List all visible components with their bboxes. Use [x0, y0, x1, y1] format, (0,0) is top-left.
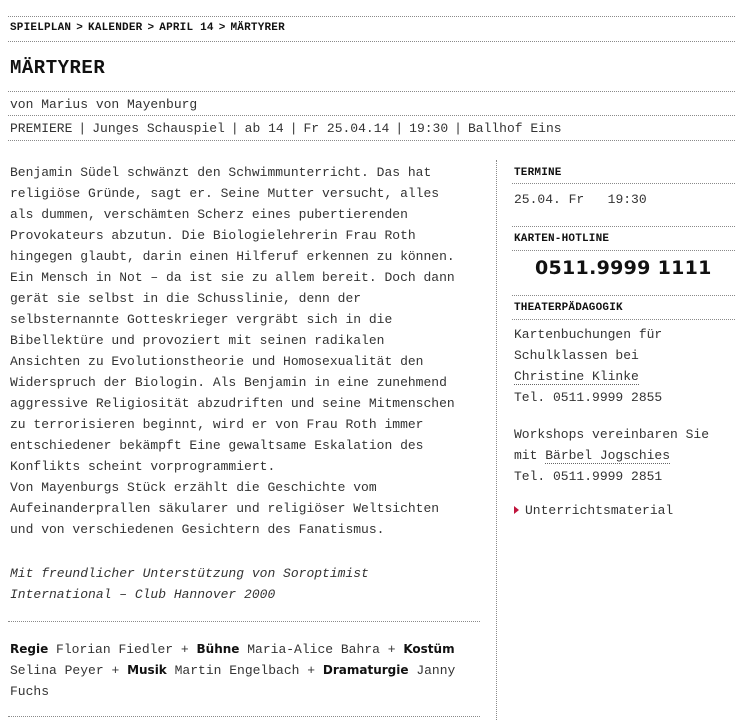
credit-name-buehne: Maria-Alice Bahra — [247, 642, 380, 657]
sponsor-note — [10, 563, 482, 605]
description-line: Widerspruch der Biologin. Als Benjamin in eine zunehmend — [10, 375, 447, 390]
contact-christine-klinke-link[interactable]: Christine Klinke — [514, 369, 639, 384]
meta-section: Junges Schauspiel — [92, 121, 225, 136]
breadcrumb-separator: > — [76, 22, 84, 34]
booking-line: Kartenbuchungen für — [514, 327, 663, 342]
meta-age: ab 14 — [244, 121, 284, 136]
termin-time: 19:30 — [607, 192, 647, 207]
description-line: als dummen, verschämten Scherz eines pubertierenden — [10, 207, 408, 222]
credit-separator: + — [387, 642, 396, 657]
meta-separator: | — [230, 121, 239, 136]
credit-role-buehne: Bühne — [196, 642, 240, 656]
credit-separator: + — [111, 663, 120, 678]
breadcrumb-april[interactable]: APRIL 14 — [159, 22, 214, 34]
credit-name-kostuem: Selina Peyer — [10, 663, 104, 678]
credit-role-kostuem: Kostüm — [403, 642, 455, 656]
credit-separator: + — [307, 663, 316, 678]
rule-under-meta — [8, 140, 735, 141]
workshop-phone: Tel. 0511.9999 2851 — [514, 469, 663, 484]
unterrichtsmaterial-label: Unterrichtsmaterial — [525, 503, 674, 518]
workshop-info — [514, 424, 734, 487]
booking-line: Schulklassen bei — [514, 348, 639, 363]
rule-under-author — [8, 115, 735, 116]
column-divider — [496, 160, 497, 720]
sponsor-line: International – Club Hannover 2000 — [10, 587, 276, 602]
credit-role-regie: Regie — [10, 642, 49, 656]
author-line: von Marius von Mayenburg — [10, 97, 198, 112]
theaterpaedagogik-heading: THEATERPÄDAGOGIK — [514, 302, 623, 314]
booking-phone: Tel. 0511.9999 2855 — [514, 390, 663, 405]
rule-above-credits — [8, 621, 480, 622]
termin-date: 25.04. — [514, 192, 561, 207]
rule-under-breadcrumb — [8, 41, 735, 42]
description-line: Von Mayenburgs Stück erzählt die Geschichte vom — [10, 480, 377, 495]
description-line: Benjamin Südel schwänzt den Schwimmunterricht. Das hat — [10, 165, 432, 180]
meta-separator: | — [454, 121, 462, 136]
breadcrumb-kalender[interactable]: KALENDER — [88, 22, 143, 34]
booking-info — [514, 324, 734, 408]
termin-entry[interactable] — [514, 192, 734, 207]
description-line: Ansichten zu Evolutionstheorie und Homosexualität den — [10, 354, 424, 369]
rule-hotline — [512, 250, 735, 251]
contact-baerbel-jogschies-link[interactable]: Bärbel Jogschies — [545, 448, 671, 463]
description-line: Konflikts scheint vorprogrammiert. — [10, 459, 276, 474]
rule-top — [8, 16, 735, 17]
description-line: Provokateurs abzutun. Die Biologielehrerin Frau Roth — [10, 228, 416, 243]
rule-paed — [512, 319, 735, 320]
workshop-prefix: mit — [514, 448, 538, 463]
meta-separator: | — [395, 121, 404, 136]
description-line: selbsternannte Gotteskrieger vergräbt sich in die — [10, 312, 393, 327]
credit-name-regie: Florian Fiedler — [56, 642, 174, 657]
breadcrumb-separator: > — [147, 22, 155, 34]
meta-time: 19:30 — [409, 121, 449, 136]
page-title: MÄRTYRER — [10, 57, 106, 79]
sponsor-line: Mit freundlicher Unterstützung von Soroptimist — [10, 566, 369, 581]
description-line: gerät sie selbst in die Schusslinie, denn der — [10, 291, 362, 306]
breadcrumb-separator: > — [218, 22, 226, 34]
credit-name-dramaturgie: Janny Fuchs — [10, 663, 456, 699]
unterrichtsmaterial-link[interactable] — [514, 503, 673, 518]
credits — [10, 639, 482, 702]
credit-separator: + — [180, 642, 189, 657]
description-line: zu terrorisieren beginnt, wird er von Frau Roth immer — [10, 417, 424, 432]
meta-venue: Ballhof Eins — [467, 121, 562, 136]
description-line: Bibellektüre und provoziert mit seinen radikalen — [10, 333, 385, 348]
arrow-right-icon — [514, 506, 519, 514]
description-line: hingegen glaubt, darin einen Hilferuf erkennen zu können. — [10, 249, 455, 264]
description-line: Aufeinanderprallen säkularer und religiöser Weltsichten — [10, 501, 440, 516]
description-line: entschiedener bekämpft Eine gewaltsame Eskalation des — [10, 438, 424, 453]
rule-above-hotline — [512, 226, 735, 227]
hotline-heading: KARTEN-HOTLINE — [514, 233, 610, 245]
termin-day: Fr — [568, 192, 585, 207]
hotline-number: 0511.9999 1111 — [535, 257, 712, 279]
description-line: Ein Mensch in Not – da ist sie zu allem bereit. Doch dann — [10, 270, 455, 285]
workshop-line: Workshops vereinbaren Sie — [514, 427, 710, 442]
breadcrumb-current: MÄRTYRER — [230, 22, 285, 34]
rule-bottom — [8, 716, 480, 717]
breadcrumb — [10, 22, 285, 34]
meta-separator: | — [78, 121, 87, 136]
description-line: religiöse Gründe, sagt er. Seine Mutter versucht, alles — [10, 186, 440, 201]
meta-line — [10, 121, 562, 136]
description-line: aggressive Religiosität abzudriften und seine Mitmenschen — [10, 396, 455, 411]
meta-premiere: PREMIERE — [10, 121, 73, 136]
rule-termine — [512, 183, 735, 184]
description-line: und von verschiedenen Gesichtern des Fanatismus. — [10, 522, 385, 537]
rule-above-paed — [512, 295, 735, 296]
meta-separator: | — [289, 121, 298, 136]
termine-heading: TERMINE — [514, 167, 562, 179]
credit-role-musik: Musik — [127, 663, 167, 677]
credit-name-musik: Martin Engelbach — [174, 663, 300, 678]
description — [10, 162, 482, 540]
rule-under-title — [8, 91, 735, 92]
credit-role-dramaturgie: Dramaturgie — [322, 663, 409, 677]
meta-date: Fr 25.04.14 — [303, 121, 390, 136]
breadcrumb-spielplan[interactable]: SPIELPLAN — [10, 22, 72, 34]
